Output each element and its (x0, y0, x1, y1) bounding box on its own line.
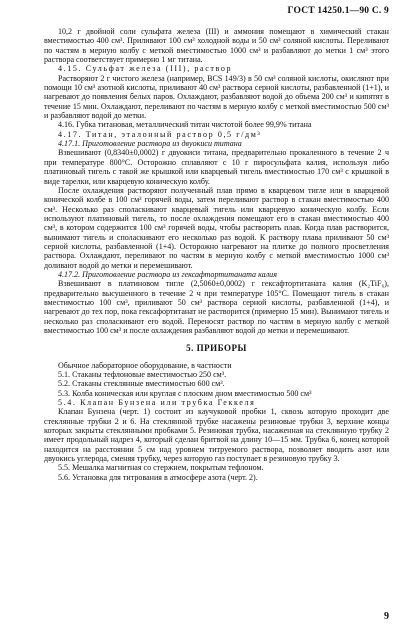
clause-4-15-title: 4.15. Сульфат железа (III), раствор (58, 64, 233, 74)
clause-5-3: 5.3. Колба коническая или круглая с плоским дном вместимостью 500 см³ (58, 388, 312, 398)
clause-4-17-2-title: 4.17.2. Приготовление раствора из гексафтортитаната калия (58, 269, 277, 279)
document-body (44, 27, 389, 482)
clause-4-17-1-text-2: После охлаждения растворяют полученный плав прямо в кварцевом тигле или в кварцевой конической колбе в 100 см³ горячей воды, затем переливают раствор в стакан вместимостью 400 см³. Несколько раз споласкивают кварцевый тигель или кварцевую коническую колбу. Если используют платиновый тигель, то после охлаждения помещают его в стакан вместимостью 400 см³, в котором содержится 100 см³ горячей воды, чтобы растворить плав. Когда плав растворится, вынимают тигель и споласкивают его несколько раз водой. К раствору плава приливают 50 см³ серной кислоты, разбавленной (1+4). Осторожно нагревают на плитке до полного просветления раствора. Охлаждают, переливают по частям в мерную колбу с меткой вместимостью 1000 см³ доливают водой до метки и перемешивают. (44, 185, 389, 270)
clause-4-15-text: Растворяют 2 г чистого железа (например, BCS 149/3) в 50 см³ соляной кислоты, окисляют при помощи 10 см³ азотной кислоты, приливают 40 см³ раствора серной кислоты, разбавленной (1+1), и нагревают до появления белых паров. Охлаждают, разбавляют водой до объема 200 см³ и кипятят в течение 15 мин. Охлаждают, переливают по частям в мерную колбу с меткой вместимостью 500 см³ и разбавляют водой до метки. (44, 73, 389, 121)
clause-4-17: 4.17. Титан, эталонный раствор 0,5 г/дм³ (58, 129, 262, 139)
clause-4-16: 4.16. Губка титановая, металлический титан чистотой более 99,9% титана (58, 120, 312, 130)
clause-5-2: 5.2. Стаканы стеклянные вместимостью 600 см³. (58, 379, 225, 389)
page-header: ГОСТ 14250.1—90 С. 9 (287, 6, 389, 16)
section-5-intro: Обычное лабораторное оборудование, в частности (58, 360, 232, 370)
section-5-title: 5. ПРИБОРЫ (186, 343, 247, 354)
clause-5-4-title: 5.4. Клапан Бунзена или трубка Геккеля (58, 398, 256, 408)
paragraph-iron-sulfate-prep: 10,2 г двойной соли сульфата железа (III) и аммония помещают в химический стакан вместимостью 400 см³. Приливают 100 см³ холодной воды и 50 см³ соляной кислоты. Переливают по частям в мерную колбу с меткой вместимостью 1000 см³ и разбавляют до метки 1 см³ этого раствора соответствует примерно 1 мг титана. (44, 27, 389, 65)
clause-5-5: 5.5. Мешалка магнитная со стержнем, покрытым тефлоном. (58, 463, 264, 473)
clause-4-17-2-text: Взвешивают в платиновом тигле (2,5060±0,0002) г гексафтортитаната калия (K₂TiF₆), предварительно высушенного в течение 2 ч при температуре 105°С. Помещают тигель в стакан вместимостью 100 см³, приливают 50 см³ раствора серной кислоты, разбавленной (1+4), и нагревают до тех пор, пока гексафортитанат не растворится (примерно 15 мин). Вынимают тигель и несколько раз споласкивают его водой. Переносят раствор по частям в мерную колбу с меткой вместимостью 100 см³ и после охлаждения разбавляют водой до метки и перемешивают. (44, 279, 389, 335)
clause-4-17-1-title: 4.17.1. Приготовление раствора из двуокиси титана (58, 139, 242, 149)
clause-5-6: 5.6. Установка для титрования в атмосфере азота (черт. 2). (58, 472, 258, 482)
clause-5-4-text: Клапан Бунзена (черт. 1) состоит из каучуковой пробки 1, сквозь которую проходит две стеклянные трубки 2 и 6. На стеклянной трубке насажены резиновые трубки 3, верхние концы которых закрыты стеклянными пробками 5. Резиновая трубка, насаженная на стеклянную трубку 2 имеет продольный надрез 4, который сделан бритвой на длину 10—15 мм. Трубка 6, конец которой находится на расстоянии 5 см над уровнем титруемого раствора, позволяет вводить азот или двуокись углерода, сменяя трубку, через которую газ поступает в резиновую трубку 3. (44, 407, 389, 464)
clause-5-1: 5.1. Стаканы тефлоновые вместимостью 250 см³. (58, 370, 227, 380)
page-number: 9 (384, 611, 389, 622)
clause-4-17-1-text: Взвешивают (0,8340±0,0002) г двуокиси титана, предварительно прокаленного в течение 2 ч при температуре 800°С. Осторожно сплавляют с 10 г пиросульфата калия, используя либо платиновый тигель с такой же крышкой или кварцевый тигель вместимостью 170 см³ с крышкой в виде тарелки, или кварцевую коническую колбу. (44, 148, 389, 186)
